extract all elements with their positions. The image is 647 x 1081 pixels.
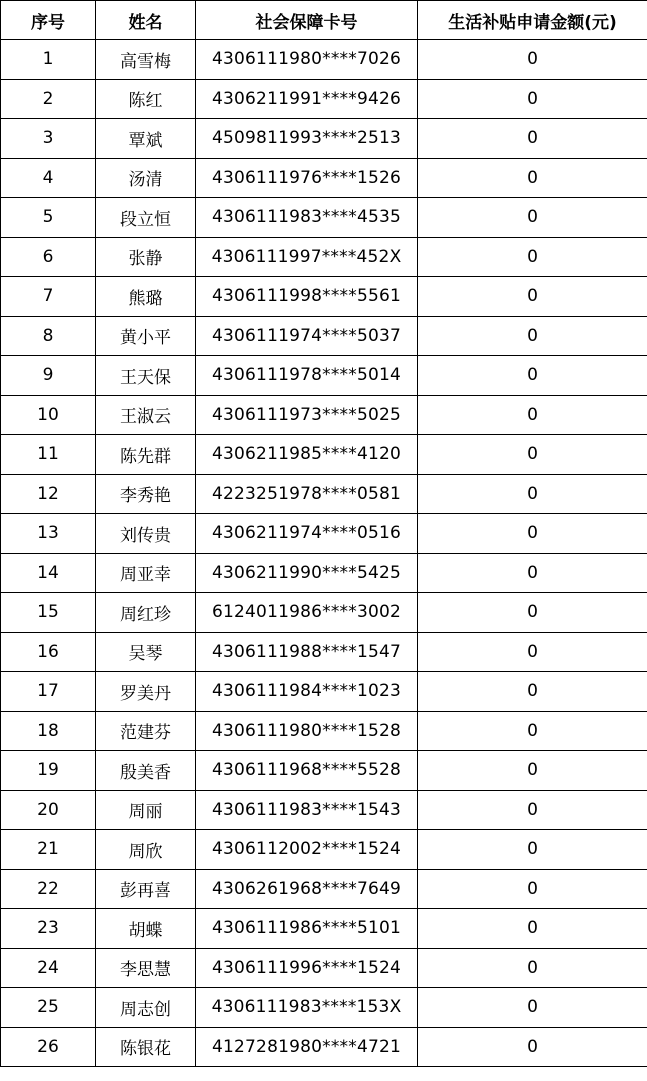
cell-name: 彭再喜 [96,869,196,909]
cell-name: 王淑云 [96,395,196,435]
table-row [1,672,647,712]
cell-amount: 0 [418,356,647,396]
cell-name: 高雪梅 [96,40,196,80]
table-row [1,751,647,791]
cell-index: 12 [1,474,96,514]
cell-index: 25 [1,988,96,1028]
cell-amount: 0 [418,632,647,672]
cell-amount: 0 [418,553,647,593]
cell-name: 周志创 [96,988,196,1028]
cell-index: 20 [1,790,96,830]
cell-name: 殷美香 [96,751,196,791]
cell-index: 3 [1,119,96,159]
cell-index: 1 [1,40,96,80]
cell-name: 吴琴 [96,632,196,672]
table-row [1,40,647,80]
cell-index: 9 [1,356,96,396]
table-row [1,869,647,909]
table-row [1,474,647,514]
cell-card-number: 4306111988****1547 [196,632,418,672]
cell-card-number: 4306111980****7026 [196,40,418,80]
cell-name: 李思慧 [96,948,196,988]
cell-amount: 0 [418,119,647,159]
cell-index: 23 [1,909,96,949]
cell-index: 19 [1,751,96,791]
cell-amount: 0 [418,395,647,435]
cell-card-number: 4306111997****452X [196,237,418,277]
cell-card-number: 4306112002****1524 [196,830,418,870]
cell-name: 陈先群 [96,435,196,475]
cell-index: 2 [1,79,96,119]
cell-name: 王天保 [96,356,196,396]
cell-amount: 0 [418,1027,647,1067]
cell-name: 汤清 [96,158,196,198]
cell-name: 胡蝶 [96,909,196,949]
cell-index: 4 [1,158,96,198]
cell-amount: 0 [418,988,647,1028]
cell-name: 李秀艳 [96,474,196,514]
cell-card-number: 4306111983****153X [196,988,418,1028]
table-row [1,711,647,751]
cell-name: 陈银花 [96,1027,196,1067]
cell-card-number: 4306261968****7649 [196,869,418,909]
cell-index: 13 [1,514,96,554]
cell-index: 8 [1,316,96,356]
cell-name: 周红珍 [96,593,196,633]
table-row [1,790,647,830]
cell-card-number: 4223251978****0581 [196,474,418,514]
table-header [1,1,647,40]
cell-card-number: 4306111968****5528 [196,751,418,791]
cell-amount: 0 [418,79,647,119]
cell-card-number: 4306111986****5101 [196,909,418,949]
cell-card-number: 4306111983****1543 [196,790,418,830]
cell-index: 15 [1,593,96,633]
table-row [1,988,647,1028]
cell-amount: 0 [418,790,647,830]
cell-index: 18 [1,711,96,751]
cell-amount: 0 [418,435,647,475]
cell-index: 26 [1,1027,96,1067]
table-row [1,316,647,356]
header-amount: 生活补贴申请金额(元) [418,1,647,40]
cell-name: 张静 [96,237,196,277]
cell-name: 范建芬 [96,711,196,751]
cell-index: 16 [1,632,96,672]
cell-card-number: 4306111980****1528 [196,711,418,751]
cell-name: 段立恒 [96,198,196,238]
cell-amount: 0 [418,158,647,198]
cell-amount: 0 [418,474,647,514]
cell-amount: 0 [418,711,647,751]
cell-card-number: 6124011986****3002 [196,593,418,633]
cell-index: 5 [1,198,96,238]
cell-amount: 0 [418,316,647,356]
table-row [1,514,647,554]
cell-card-number: 4306211985****4120 [196,435,418,475]
header-card: 社会保障卡号 [196,1,418,40]
cell-card-number: 4509811993****2513 [196,119,418,159]
cell-amount: 0 [418,751,647,791]
cell-name: 刘传贵 [96,514,196,554]
table-row [1,948,647,988]
cell-index: 7 [1,277,96,317]
cell-name: 陈红 [96,79,196,119]
cell-card-number: 4127281980****4721 [196,1027,418,1067]
cell-amount: 0 [418,593,647,633]
cell-card-number: 4306211974****0516 [196,514,418,554]
table-row [1,1027,647,1067]
table-row [1,79,647,119]
cell-index: 17 [1,672,96,712]
table-row [1,237,647,277]
table-row [1,119,647,159]
table-row [1,830,647,870]
cell-name: 周欣 [96,830,196,870]
cell-amount: 0 [418,909,647,949]
cell-card-number: 4306111984****1023 [196,672,418,712]
cell-name: 熊璐 [96,277,196,317]
cell-amount: 0 [418,40,647,80]
cell-card-number: 4306111973****5025 [196,395,418,435]
table-row [1,198,647,238]
header-name: 姓名 [96,1,196,40]
cell-amount: 0 [418,869,647,909]
cell-card-number: 4306111978****5014 [196,356,418,396]
cell-amount: 0 [418,198,647,238]
cell-card-number: 4306111983****4535 [196,198,418,238]
cell-name: 覃斌 [96,119,196,159]
cell-index: 24 [1,948,96,988]
cell-card-number: 4306111996****1524 [196,948,418,988]
cell-amount: 0 [418,672,647,712]
cell-card-number: 4306211991****9426 [196,79,418,119]
cell-index: 22 [1,869,96,909]
cell-index: 10 [1,395,96,435]
cell-name: 周丽 [96,790,196,830]
table-row [1,356,647,396]
cell-index: 11 [1,435,96,475]
cell-index: 6 [1,237,96,277]
table-row [1,277,647,317]
table-row [1,435,647,475]
cell-amount: 0 [418,237,647,277]
cell-card-number: 4306211990****5425 [196,553,418,593]
cell-name: 罗美丹 [96,672,196,712]
header-index: 序号 [1,1,96,40]
cell-amount: 0 [418,514,647,554]
table-body [1,40,647,1067]
table-row [1,593,647,633]
cell-index: 14 [1,553,96,593]
table-row [1,395,647,435]
cell-index: 21 [1,830,96,870]
cell-name: 周亚幸 [96,553,196,593]
table-row [1,632,647,672]
cell-card-number: 4306111998****5561 [196,277,418,317]
table-row [1,553,647,593]
cell-card-number: 4306111974****5037 [196,316,418,356]
cell-amount: 0 [418,948,647,988]
cell-name: 黄小平 [96,316,196,356]
cell-amount: 0 [418,277,647,317]
table-row [1,909,647,949]
header-row [1,1,647,40]
table-row [1,158,647,198]
cell-card-number: 4306111976****1526 [196,158,418,198]
cell-amount: 0 [418,830,647,870]
